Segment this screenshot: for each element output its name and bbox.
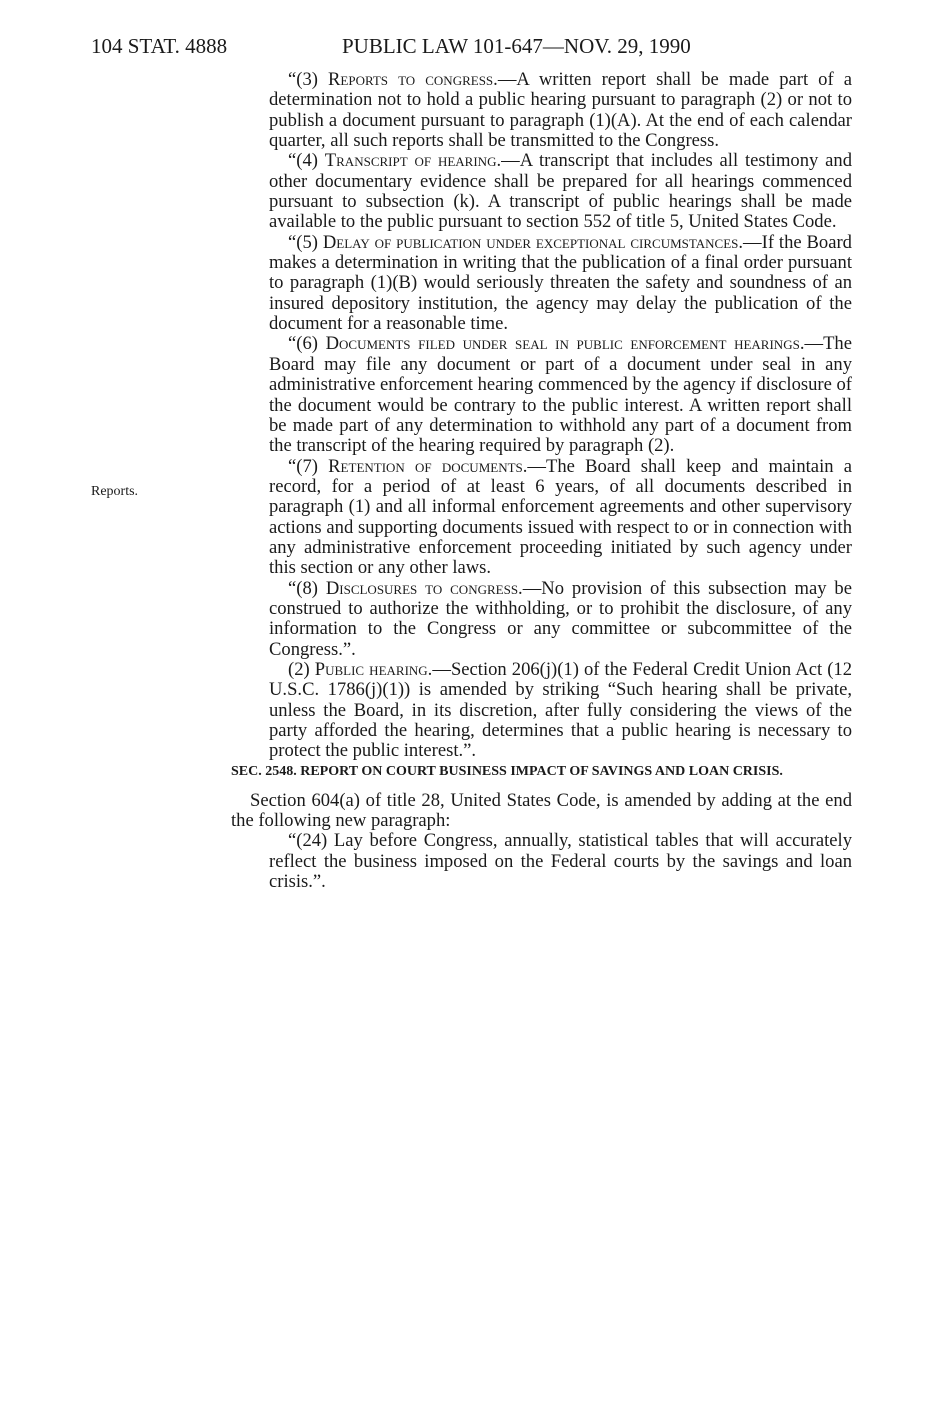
paragraph-text: —Section 206(j)(1) of the Federal Credit Union Act (12 U.S.C. 1786(j)(1)) is amended by striking “Such hearing shall be private, unless the Board, in its discretion, after fully considering the views of the party afforded the hearing, determines that a public hearing is necessary to protect the public interest.”. [269, 658, 852, 762]
paragraph-heading: Documents filed under seal in public enforcement hearings. [325, 333, 805, 355]
paragraph-text: —No provision of this subsection may be construed to authorize the withholding, or to prohibit the disclosure, of any information to the Congress or any committee or subcommittee of the Congress.”. [269, 577, 852, 660]
paragraph-text: —A transcript that includes all testimony and other documentary evidence shall be prepared for all hearings commenced pursuant to subsection (k). A transcript of public hearings shall be made available to the public pursuant to section 552 of title 5, United States Code. [269, 150, 852, 233]
paragraph-4-transcript-of-hearing: “(4) Transcript of hearing.—A transcript that includes all testimony and other documentary evidence shall be prepared for all hearings commenced pursuant to subsection (k). A transcript of public hearings shall be made available to the public pursuant to section 552 of title 5, United States Code. [269, 150, 852, 233]
section-2548-intro: Section 604(a) of title 28, United States Code, is amended by adding at the end the following new paragraph: [231, 789, 852, 832]
paragraph-7-retention-of-documents: “(7) Retention of documents.—The Board shall keep and maintain a record, for a period of at least 6 years, of all documents described in paragraph (1) and all informal enforcement agreements and other supervisory actions and supporting documents issued with respect to or in connection with any administrative enforcement proceeding initiated by such agency under this section or any other laws. [269, 455, 852, 579]
paragraph-heading: Public hearing. [314, 658, 433, 680]
document-body [231, 70, 852, 892]
paragraph-heading: Transcript of hearing. [324, 150, 502, 172]
paragraph-2-public-hearing: (2) Public hearing.—Section 206(j)(1) of the Federal Credit Union Act (12 U.S.C. 1786(j)(1)) is amended by striking “Such hearing shall be private, unless the Board, in its discretion, after fully considering the views of the party afforded the hearing, determines that a public hearing is necessary to protect the public interest.”. [269, 658, 852, 762]
paragraph-text: —A written report shall be made part of a determination not to hold a public hearing pursuant to paragraph (2) or not to publish a document pursuant to paragraph (1)(A). At the end of each calendar quarter, all such reports shall be transmitted to the Congress. [269, 69, 852, 152]
public-law-reference: PUBLIC LAW 101-647—NOV. 29, 1990 [342, 34, 691, 58]
paragraph-5-delay-of-publication: “(5) Delay of publication under exceptional circumstances.—If the Board makes a determination in writing that the publication of a final order pursuant to paragraph (1)(B) would seriously threaten the safety and soundness of an insured depository institution, the agency may delay the publication of the document for a reasonable time. [269, 231, 852, 335]
paragraph-text: —The Board may file any document or part of a document under seal in any administrative enforcement hearing commenced by the agency if disclosure of the document would be contrary to the public interest. A written report shall be made part of any determination to withhold any part of a document from the transcript of the hearing required by paragraph (2). [269, 333, 852, 457]
section-2548-quoted-paragraph-24: “(24) Lay before Congress, annually, statistical tables that will accurately reflect the business imposed on the Federal courts by the savings and loan crisis.”. [269, 830, 852, 893]
paragraph-text: —The Board shall keep and maintain a record, for a period of at least 6 years, of all documents described in paragraph (1) and all informal enforcement agreements and other supervisory actions and supporting documents issued with respect to or in connection with any administrative enforcement proceeding initiated by such agency under this section or any other laws. [269, 455, 852, 579]
paragraph-heading: Reports to congress. [328, 69, 498, 90]
paragraph-heading: Delay of publication under exceptional circumstances. [322, 231, 744, 253]
paragraph-heading: Disclosures to congress. [325, 577, 523, 599]
page-header [0, 34, 940, 64]
paragraph-3-reports-to-congress: “(3) Reports to congress.—A written report shall be made part of a determination not to hold a public hearing pursuant to paragraph (2) or not to publish a document pursuant to paragraph (1)(A). At the end of each calendar quarter, all such reports shall be transmitted to the Congress. [269, 69, 852, 152]
stat-reference: 104 STAT. 4888 [91, 34, 228, 58]
paragraph-8-disclosures-to-congress: “(8) Disclosures to congress.—No provision of this subsection may be construed to authorize the withholding, or to prohibit the disclosure, of any information to the Congress or any committee or subcommittee of the Congress.”. [269, 577, 852, 660]
paragraph-6-documents-filed-under-seal: “(6) Documents filed under seal in public enforcement hearings.—The Board may file any document or part of a document under seal in any administrative enforcement hearing commenced by the agency if disclosure of the document would be contrary to the public interest. A written report shall be made part of any determination to withhold any part of a document from the transcript of the hearing required by paragraph (2). [269, 333, 852, 457]
paragraph-heading: Retention of documents. [328, 455, 528, 477]
section-2548-heading: SEC. 2548. REPORT ON COURT BUSINESS IMPACT OF SAVINGS AND LOAN CRISIS. [231, 763, 783, 779]
margin-note-reports: Reports. [91, 484, 139, 499]
paragraph-text: —If the Board makes a determination in writing that the publication of a final order pursuant to paragraph (1)(B) would seriously threaten the safety and soundness of an insured depository institution, the agency may delay the publication of the document for a reasonable time. [269, 231, 852, 335]
